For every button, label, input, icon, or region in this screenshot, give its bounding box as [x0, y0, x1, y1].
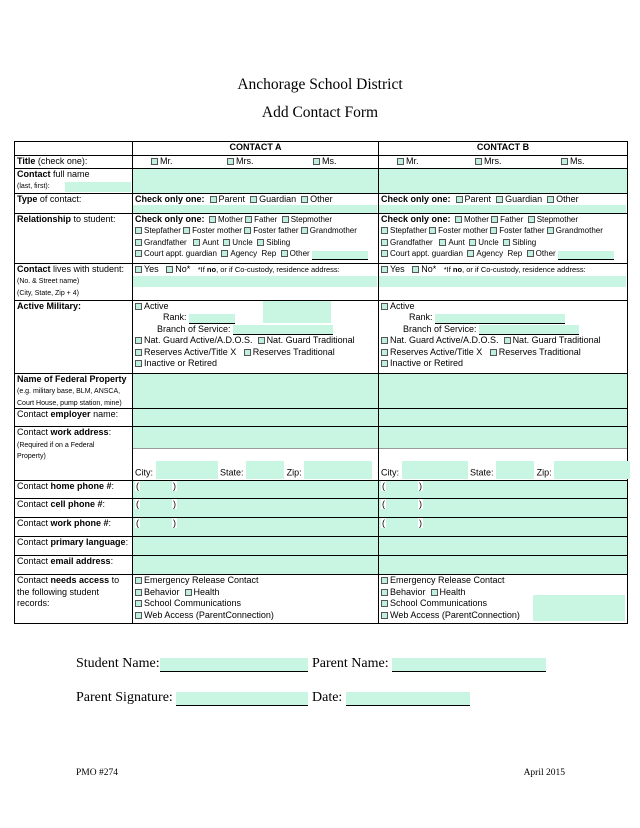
- nat-trad-checkbox-b[interactable]: [504, 337, 511, 344]
- military-label: Active Military:: [15, 300, 133, 373]
- grandmother-checkbox-b[interactable]: [547, 227, 554, 234]
- military-row: [15, 300, 628, 373]
- access-row: [15, 575, 628, 624]
- rank-input-b[interactable]: [435, 314, 565, 324]
- work-city-input-a[interactable]: [156, 461, 218, 479]
- mrs-checkbox-a[interactable]: [227, 158, 234, 165]
- res-trad-checkbox-a[interactable]: [244, 349, 251, 356]
- cell-phone-input-a[interactable]: ( ): [133, 499, 379, 518]
- work-phone-label: Contact work phone #:: [15, 518, 133, 537]
- parent-checkbox-a[interactable]: [210, 196, 217, 203]
- foster-father-checkbox-a[interactable]: [244, 227, 251, 234]
- emergency-checkbox-b[interactable]: [381, 577, 388, 584]
- contact-a-header: CONTACT A: [133, 142, 379, 156]
- student-name-input[interactable]: [160, 658, 308, 672]
- emergency-checkbox-a[interactable]: [135, 577, 142, 584]
- student-name-label: Student Name:: [76, 656, 160, 671]
- rel-other-input-a[interactable]: [312, 251, 368, 260]
- work-state-input-b[interactable]: [496, 461, 534, 479]
- agency-checkbox-a[interactable]: [221, 250, 228, 257]
- guardian-checkbox-a[interactable]: [250, 196, 257, 203]
- aunt-checkbox-a[interactable]: [193, 239, 200, 246]
- work-city-input-b[interactable]: [402, 461, 468, 479]
- relationship-row: [15, 213, 628, 263]
- cell-phone-input-b[interactable]: ( ): [379, 499, 628, 518]
- nat-active-checkbox-b[interactable]: [381, 337, 388, 344]
- header-row: [15, 142, 628, 156]
- stepfather-checkbox-a[interactable]: [135, 227, 142, 234]
- title-row: [15, 156, 628, 169]
- foster-mother-checkbox-a[interactable]: [183, 227, 190, 234]
- web-access-checkbox-a[interactable]: [135, 612, 142, 619]
- health-checkbox-b[interactable]: [431, 589, 438, 596]
- uncle-checkbox-a[interactable]: [223, 239, 230, 246]
- rel-other-checkbox-b[interactable]: [527, 250, 534, 257]
- type-other-input-a[interactable]: [133, 205, 377, 213]
- court-guardian-checkbox-a[interactable]: [135, 250, 142, 257]
- parent-signature-label: Parent Signature:: [76, 690, 173, 705]
- stepmother-checkbox-b[interactable]: [528, 216, 535, 223]
- email-input-a[interactable]: [133, 556, 379, 575]
- work-zip-input-a[interactable]: [304, 461, 372, 479]
- military-options-b: Active Rank: Branch of Service: Nat. Guard Active/A.D.O.S. Nat. Guard Traditional Reserves Active/Title X Reserves Traditional Inactive or Retired: [379, 300, 628, 373]
- title-options-a: Mr. Mrs. Ms.: [133, 156, 379, 169]
- home-phone-label: Contact home phone #:: [15, 481, 133, 499]
- lives-options-a: Yes No* *If no, or if Co-custody, residence address:: [133, 263, 379, 300]
- date-input[interactable]: [346, 692, 470, 706]
- work-state-input-a[interactable]: [246, 461, 284, 479]
- work-phone-input-a[interactable]: ( ): [133, 518, 379, 537]
- active-checkbox-b[interactable]: [381, 303, 388, 310]
- email-label: Contact email address:: [15, 556, 133, 575]
- fullname-input-b[interactable]: [379, 168, 628, 193]
- ms-checkbox-a[interactable]: [313, 158, 320, 165]
- language-input-b[interactable]: [379, 537, 628, 556]
- employer-label: Contact employer name:: [15, 409, 133, 427]
- parent-signature-input[interactable]: [176, 692, 308, 706]
- relationship-options-b: Check only one: Mother Father Stepmother Stepfather Foster mother Foster father Grandmother Grandfather Aunt Uncle Sibling Court appt. guardian Agency Rep Other: [379, 213, 628, 263]
- behavior-checkbox-b[interactable]: [381, 589, 388, 596]
- grandfather-checkbox-b[interactable]: [381, 239, 388, 246]
- work-address-label: Contact work address: (Required if on a Federal Property): [15, 427, 133, 481]
- title-label: Title (check one):: [15, 156, 133, 169]
- sibling-checkbox-a[interactable]: [257, 239, 264, 246]
- foster-mother-checkbox-b[interactable]: [429, 227, 436, 234]
- district-title: Anchorage School District: [237, 76, 403, 93]
- parent-name-label: Parent Name:: [312, 656, 389, 671]
- header-blank: [15, 142, 133, 156]
- work-phone-row: [15, 518, 628, 537]
- uncle-checkbox-b[interactable]: [469, 239, 476, 246]
- relationship-label: Relationship to student:: [15, 213, 133, 263]
- employer-row: [15, 409, 628, 427]
- lives-row: [15, 263, 628, 300]
- date-label: Date:: [312, 690, 343, 705]
- work-zip-input-b[interactable]: [554, 461, 630, 479]
- inactive-checkbox-b[interactable]: [381, 360, 388, 367]
- aunt-checkbox-b[interactable]: [439, 239, 446, 246]
- work-address-row: [15, 427, 628, 481]
- fullname-input-a[interactable]: [133, 168, 379, 193]
- parent-checkbox-b[interactable]: [456, 196, 463, 203]
- res-active-checkbox-a[interactable]: [135, 349, 142, 356]
- residence-street-input-a[interactable]: [133, 276, 377, 287]
- father-checkbox-a[interactable]: [245, 216, 252, 223]
- court-guardian-checkbox-b[interactable]: [381, 250, 388, 257]
- contact-form-table: [14, 141, 628, 624]
- language-label: Contact primary language:: [15, 537, 133, 556]
- parent-signature-field: [76, 690, 308, 706]
- language-row: [15, 537, 628, 556]
- work-address-b: City: State: Zip:: [379, 427, 628, 481]
- cell-phone-label: Contact cell phone #:: [15, 499, 133, 518]
- home-phone-input-a[interactable]: ( ): [133, 481, 379, 499]
- federal-input-a[interactable]: [133, 373, 379, 409]
- branch-input-b[interactable]: [479, 325, 579, 335]
- behavior-checkbox-a[interactable]: [135, 589, 142, 596]
- sibling-checkbox-b[interactable]: [503, 239, 510, 246]
- residence-street-input-b[interactable]: [379, 276, 626, 287]
- father-checkbox-b[interactable]: [491, 216, 498, 223]
- work-address-a: City: State: Zip:: [133, 427, 379, 481]
- communications-checkbox-b[interactable]: [381, 600, 388, 607]
- work-street-input-a[interactable]: [133, 427, 378, 449]
- lives-yes-checkbox-a[interactable]: [135, 266, 142, 273]
- lives-options-b: Yes No* *If no, or if Co-custody, residence address:: [379, 263, 628, 300]
- lives-no-checkbox-b[interactable]: [412, 266, 419, 273]
- health-checkbox-a[interactable]: [185, 589, 192, 596]
- stepmother-checkbox-a[interactable]: [282, 216, 289, 223]
- nat-trad-checkbox-a[interactable]: [258, 337, 265, 344]
- inactive-checkbox-a[interactable]: [135, 360, 142, 367]
- ms-checkbox-b[interactable]: [561, 158, 568, 165]
- access-options-b: Emergency Release Contact Behavior Health School Communications Web Access (ParentConnection): [379, 575, 628, 624]
- access-label: Contact needs access to the following student records:: [15, 575, 133, 624]
- type-options-a: Check only one: Parent Guardian Other: [133, 193, 379, 213]
- branch-input-a[interactable]: [233, 325, 333, 335]
- other-checkbox-a[interactable]: [301, 196, 308, 203]
- home-phone-row: [15, 481, 628, 499]
- res-active-checkbox-b[interactable]: [381, 349, 388, 356]
- agency-checkbox-b[interactable]: [467, 250, 474, 257]
- cell-phone-row: [15, 499, 628, 518]
- home-phone-input-b[interactable]: ( ): [379, 481, 628, 499]
- mrs-checkbox-b[interactable]: [475, 158, 482, 165]
- rel-other-input-b[interactable]: [558, 251, 614, 260]
- type-row: [15, 193, 628, 213]
- rank-input-a[interactable]: [189, 314, 235, 324]
- lives-no-checkbox-a[interactable]: [166, 266, 173, 273]
- mother-checkbox-a[interactable]: [209, 216, 216, 223]
- form-number: PMO #274: [76, 768, 118, 778]
- foster-father-checkbox-b[interactable]: [490, 227, 497, 234]
- contact-b-header: CONTACT B: [379, 142, 628, 156]
- grandmother-checkbox-a[interactable]: [301, 227, 308, 234]
- grandfather-checkbox-a[interactable]: [135, 239, 142, 246]
- employer-input-a[interactable]: [133, 409, 379, 427]
- form-title: Add Contact Form: [261, 104, 379, 121]
- military-options-a: Active Rank: Branch of Service: Nat. Guard Active/A.D.O.S. Nat. Guard Traditional Reserves Active/Title X Reserves Traditional Inactive or Retired: [133, 300, 379, 373]
- federal-label: Name of Federal Property (e.g. military base, BLM, ANSCA, Court House, pump station, mine): [15, 373, 133, 409]
- web-access-checkbox-b[interactable]: [381, 612, 388, 619]
- nat-active-checkbox-a[interactable]: [135, 337, 142, 344]
- parent-name-input[interactable]: [392, 658, 546, 672]
- guardian-checkbox-b[interactable]: [496, 196, 503, 203]
- type-label: Type of contact:: [15, 193, 133, 213]
- mother-checkbox-b[interactable]: [455, 216, 462, 223]
- fullname-label: Contact full name (last, first):: [15, 168, 133, 193]
- lives-label: Contact lives with student: (No. & Street name) (City, State, Zip + 4): [15, 263, 133, 300]
- communications-checkbox-a[interactable]: [135, 600, 142, 607]
- email-input-b[interactable]: [379, 556, 628, 575]
- employer-input-b[interactable]: [379, 409, 628, 427]
- lives-yes-checkbox-b[interactable]: [381, 266, 388, 273]
- language-input-a[interactable]: [133, 537, 379, 556]
- rel-other-checkbox-a[interactable]: [281, 250, 288, 257]
- access-options-a: Emergency Release Contact Behavior Health School Communications Web Access (ParentConnection): [133, 575, 379, 624]
- mr-checkbox-b[interactable]: [397, 158, 404, 165]
- type-options-b: Check only one: Parent Guardian Other: [379, 193, 628, 213]
- active-checkbox-a[interactable]: [135, 303, 142, 310]
- parent-name-field: [312, 656, 546, 672]
- work-phone-input-b[interactable]: ( ): [379, 518, 628, 537]
- email-row: [15, 556, 628, 575]
- type-other-input-b[interactable]: [379, 205, 626, 213]
- form-date: April 2015: [523, 768, 565, 778]
- federal-row: [15, 373, 628, 409]
- stepfather-checkbox-b[interactable]: [381, 227, 388, 234]
- date-field: [312, 690, 470, 706]
- fullname-row: [15, 168, 628, 193]
- mr-checkbox-a[interactable]: [151, 158, 158, 165]
- student-name-field: [76, 656, 308, 672]
- title-options-b: Mr. Mrs. Ms.: [379, 156, 628, 169]
- other-checkbox-b[interactable]: [547, 196, 554, 203]
- federal-input-b[interactable]: [379, 373, 628, 409]
- res-trad-checkbox-b[interactable]: [490, 349, 497, 356]
- relationship-options-a: Check only one: Mother Father Stepmother Stepfather Foster mother Foster father Grandmother Grandfather Aunt Uncle Sibling Court appt. guardian Agency Rep Other: [133, 213, 379, 263]
- work-street-input-b[interactable]: [379, 427, 627, 449]
